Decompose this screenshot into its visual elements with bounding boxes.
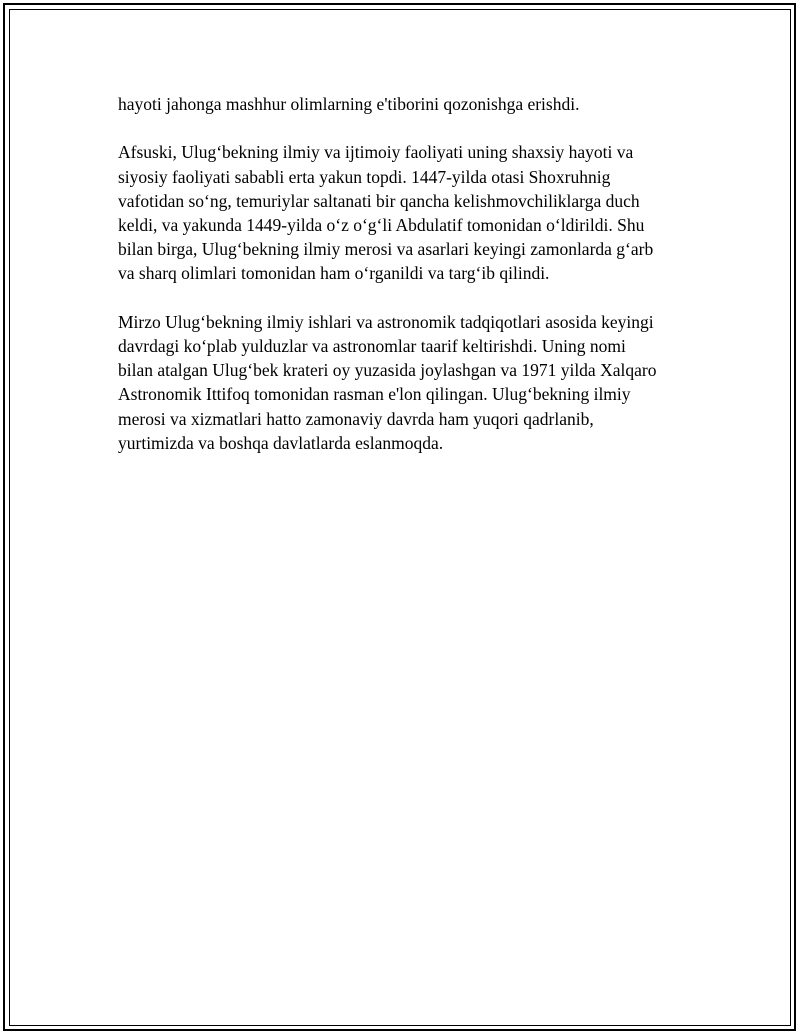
paragraph-1: hayoti jahonga mashhur olimlarning e'tiborini qozonishga erishdi. — [118, 94, 580, 114]
paragraph-2: Afsuski, Ulug‘bekning ilmiy va ijtimoiy faoliyati uning shaxsiy hayoti va siyosiy faoliyati sababli erta yakun topdi. 1447-yilda otasi Shoxruhnig vafotidan so‘ng, temuriylar saltanati bir qancha kelishmovchiliklarga duch keldi, va yakunda 1449-yilda o‘z o‘g‘li Abdulatif tomonidan o‘ldirildi. Shu bilan birga, Ulug‘bekning ilmiy merosi va asarlari keyingi zamonlarda g‘arb va sharq olimlari tomonidan ham o‘rganildi va targ‘ib qilindi. — [118, 142, 654, 284]
paragraph-3: Mirzo Ulug‘bekning ilmiy ishlari va astronomik tadqiqotlari asosida keyingi davrdagi ko‘plab yulduzlar va astronomlar taarif keltirishdi. Uning nomi bilan atalgan Ulug‘bek krateri oy yuzasida joylashgan va 1971 yilda Xalqaro Astronomik Ittifoq tomonidan rasman e'lon qilingan. Ulug‘bekning ilmiy merosi va xizmatlari hatto zamonaviy davrda ham yuqori qadrlanib, yurtimizda va boshqa davlatlarda eslanmoqda. — [118, 311, 657, 453]
document-body — [118, 92, 698, 479]
